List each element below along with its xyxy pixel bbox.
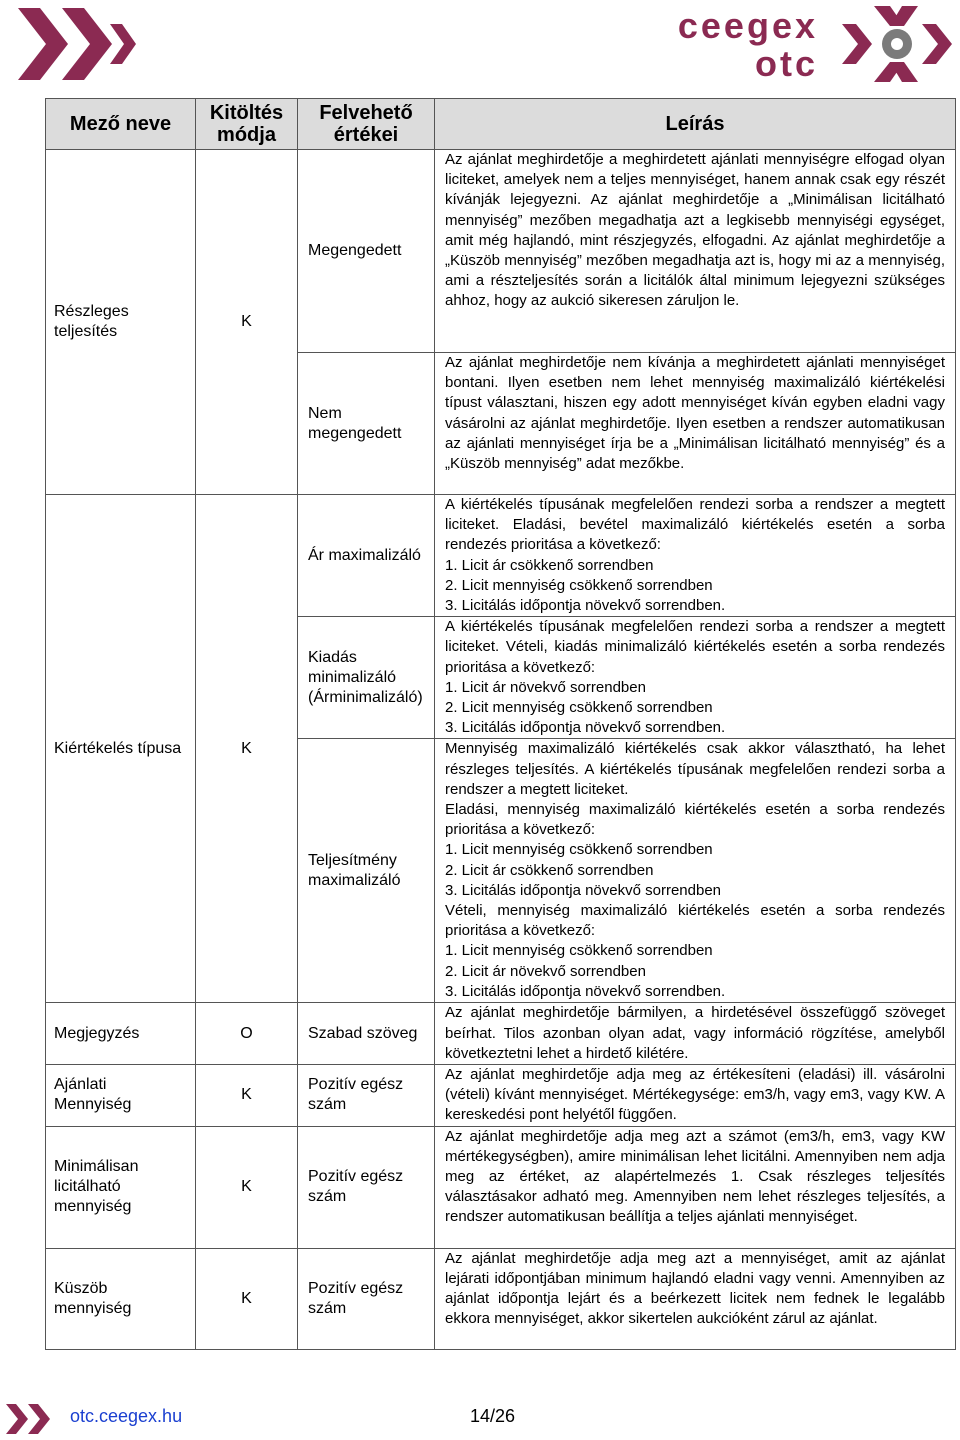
ceegex-arrow-logo [18,6,138,82]
description-line: 2. Licit mennyiség csökkenő sorrendben [445,699,713,717]
ceegex-cross-logo [838,4,956,84]
field-name: Kiértékelés típusa [46,495,196,1003]
field-name: Minimálisan licitálható mennyiség [46,1126,196,1248]
table-row [46,495,956,617]
table-row [46,1003,956,1065]
field-name: Küszöb mennyiség [46,1248,196,1349]
option-description: Az ajánlat meghirdetője nem kívánja a meghirdetett ajánlati mennyiséget bontani. Ilyen esetben nem lehet mennyiség maximalizáló kiértékelési típust választani, hiszen egy adott mennyiséget kíván egyben eladni vagy vásárolni az ajánlat meghirdetője. Ilyen esetben a rendszer automatikusan az ajánlati mennyiséget írja be a „Minimálisan licitálható mennyiség” és a „Küszöb mennyiség” adat mezőkbe. [435,353,956,495]
fill-mode: K [196,495,298,1003]
description-line: 1. Licit mennyiség csökkenő sorrendben [445,841,713,859]
description-line: 2. Licit mennyiség csökkenő sorrendben [445,576,713,594]
option-value: Pozitív egész szám [298,1126,435,1248]
description-line: 3. Licitálás időpontja növekvő sorrendben. [445,719,726,737]
header-values: Felvehető értékei [298,99,435,150]
field-name: Megjegyzés [46,1003,196,1065]
option-value: Ár maximalizáló [298,495,435,617]
option-description: Az ajánlat meghirdetője adja meg azt a mennyiséget, amit az ajánlat lejárati időpontjában minimum hajlandó eladni vagy venni. Amennyiben az ajánlat időpontja lejárt és a beérkezett licitek nem fednek le legalább ekkora mennyiséget, akkor sikertelen aukcióként zárul az ajánlat. [435,1248,956,1349]
footer-website-link[interactable]: otc.ceegex.hu [70,1406,183,1426]
description-line: 3. Licitálás időpontja növekvő sorrendben [445,881,722,899]
field-name: Részleges teljesítés [46,150,196,495]
description-line: A kiértékelés típusának megfelelően rendezi sorba a rendszer a megtett liciteket. Vételi, kiadás minimalizáló kiértékelés esetén a sorba rendezés prioritása a következő: [445,618,945,676]
option-description [435,739,956,1003]
description-line: Mennyiség maximalizáló kiértékelés csak akkor választható, ha lehet részleges teljesítés. A kiértékelés típusának megfelelően rendezi sorba a rendszer a megtett liciteket. [445,740,945,798]
option-description [435,495,956,617]
fill-mode: K [196,1126,298,1248]
description-line: 2. Licit ár növekvő sorrendben [445,962,646,980]
option-value: Kiadás minimalizáló (Árminimalizáló) [298,617,435,739]
page-number: 14/26 [470,1406,516,1426]
field-name: Ajánlati Mennyiség [46,1065,196,1127]
field-definition-table [45,98,956,1350]
description-line: 2. Licit ár csökkenő sorrendben [445,861,654,879]
table-row [46,150,956,353]
option-value: Nem megengedett [298,353,435,495]
header-field-name: Mező neve [46,99,196,150]
description-line: 3. Licitálás időpontja növekvő sorrendben. [445,597,726,615]
description-line: Vételi, mennyiség maximalizáló kiértékelés esetén a sorba rendezés prioritása a következő: [445,902,945,940]
option-value: Megengedett [298,150,435,353]
option-value: Pozitív egész szám [298,1065,435,1127]
ceegex-arrow-icon [6,1404,54,1434]
option-description [435,617,956,739]
table-row [46,1248,956,1349]
fill-mode: K [196,1248,298,1349]
option-description: Az ajánlat meghirdetője adja meg azt a számot (em3/h, em3, vagy KW mértékegységben), amire minimálisan lehet licitálni. Amennyiben nem adja meg az értéket, az alapértelmezés 1. Csak részleges teljesítés választásakor adható meg. Amennyiben nem lehet részleges teljesítés, a rendszer automatikusan beállítja a teljes ajánlati mennyiséget. [435,1126,956,1248]
header-fill-mode: Kitöltés módja [196,99,298,150]
header-description: Leírás [435,99,956,150]
option-description: Az ajánlat meghirdetője bármilyen, a hirdetésével összefüggő szöveget beírhat. Tilos azonban olyan adat, vagy információ rögzítése, amelyből következtetni lehet a hirdető kilétére. [435,1003,956,1065]
table-header-row [46,99,956,150]
option-value: Teljesítmény maximalizáló [298,739,435,1003]
fill-mode: O [196,1003,298,1065]
option-value: Szabad szöveg [298,1003,435,1065]
brand-line2: otc [755,43,818,84]
option-description: Az ajánlat meghirdetője adja meg az értékesíteni (eladási) ill. vásárolni (vételi) kívánt mennyiséget. Mértékegysége: em3/h, vagy em3, vagy KW. A kereskedési pont helyétől függően. [435,1065,956,1127]
fill-mode: K [196,1065,298,1127]
brand-line1: ceegex [677,5,818,46]
description-line: 3. Licitálás időpontja növekvő sorrendben. [445,982,726,1000]
fill-mode: K [196,150,298,495]
table-row [46,1126,956,1248]
description-line: 1. Licit mennyiség csökkenő sorrendben [445,942,713,960]
brand-logo [668,6,818,82]
option-description: Az ajánlat meghirdetője a meghirdetett ajánlati mennyiségre elfogad olyan liciteket, amelyek nem a teljes mennyiséget, hanem annak csak egy részét kívánják lejegyezni. Az ajánlat meghirdetője a „Minimálisan licitálható mennyiség” mezőben megadhatja azt a legkisebb mennyiségi egységet, amit még hajlandó, mint részjegyzés, elfogadni. Az ajánlat meghirdetője a „Küszöb mennyiség” mezőben megadhatja azt is, hogy mi az a mennyiség, ami a részteljesítés során a licitálók által minimum lejegyezni szükséges ahhoz, hogy az aukció sikeresen záruljon le. [435,150,956,353]
option-value: Pozitív egész szám [298,1248,435,1349]
description-line: 1. Licit ár növekvő sorrendben [445,678,646,696]
description-line: 1. Licit ár csökkenő sorrendben [445,556,654,574]
table-row [46,1065,956,1127]
description-line: A kiértékelés típusának megfelelően rendezi sorba a rendszer a megtett liciteket. Eladási, bevétel maximalizáló kiértékelés esetén a sorba rendezés prioritása a következő: [445,496,945,554]
description-line: Eladási, mennyiség maximalizáló kiértékelés esetén a sorba rendezés prioritása a következő: [445,801,945,839]
